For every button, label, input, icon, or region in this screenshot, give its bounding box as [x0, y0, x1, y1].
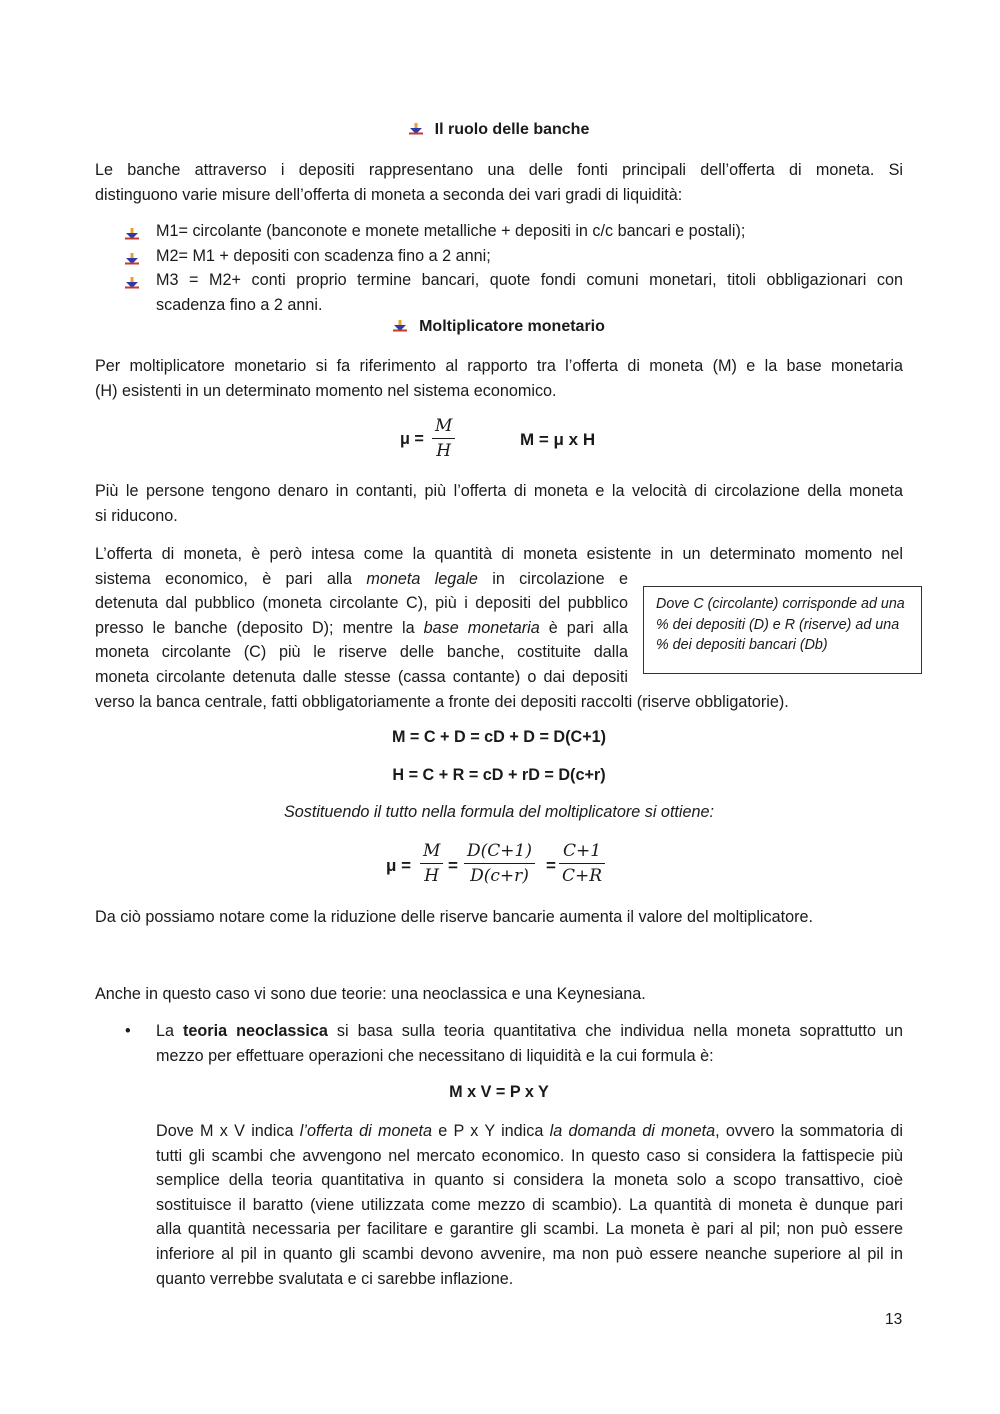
- section-heading-banche: [95, 121, 903, 140]
- formula-multiplier-expanded: [386, 838, 626, 894]
- text-line: verso la banca centrale, fatti obbligatoriamente a fronte dei depositi raccolti (riserve obbligatorie).: [95, 692, 789, 711]
- text-line: [156, 1019, 903, 1044]
- fraction-numerator: M: [420, 841, 443, 864]
- list-item-text: [156, 1019, 903, 1068]
- text-line: mezzo per effettuare operazioni che necessitano di liquidità e la cui formula è:: [156, 1046, 714, 1065]
- formula-multiplier: [400, 416, 720, 466]
- fraction-m-over-h: [420, 841, 443, 886]
- formula-rhs: M = μ x H: [520, 430, 596, 449]
- text-line: tutti gli scambi che avvengono nel mercato economico. In questo caso si considera la fattispecie più: [156, 1146, 903, 1165]
- text-line: detenuta dal pubblico (moneta circolante C), più i depositi del pubblico: [95, 594, 628, 613]
- page-number: 13: [885, 1311, 903, 1328]
- formula-lhs: μ =: [400, 430, 424, 448]
- paragraph-intro: [95, 158, 903, 207]
- text-line: distinguono varie misure dell’offerta di moneta a seconda dei vari gradi di liquidità:: [95, 185, 683, 204]
- text-span: Dove M x V indica: [156, 1122, 300, 1140]
- text-line: quanto verrebbe svalutata e ci sarebbe inflazione.: [156, 1269, 514, 1288]
- fraction-denominator: H: [436, 441, 452, 461]
- text-line: inferiore al pil in quanto gli scambi devono avvenire, ma non può essere neanche superiore al pil in: [156, 1244, 903, 1263]
- equals-sign: =: [546, 856, 556, 875]
- substitution-text: Sostituendo il tutto nella formula del moltiplicatore si ottiene:: [283, 803, 715, 821]
- text-line: L’offerta di moneta, è però intesa come la quantità di moneta esistente in un determinato momento nel: [95, 545, 903, 563]
- heading-text: Il ruolo delle banche: [434, 121, 590, 138]
- text-span: , ovvero la sommatoria di: [715, 1122, 904, 1140]
- italic-term: la domanda di moneta: [549, 1122, 716, 1140]
- paragraph-quantity-theory: [156, 1119, 903, 1291]
- equation-h: H = C + R = cD + rD = D(c+r): [392, 766, 606, 784]
- list-item-text: M2= M1 + depositi con scadenza fino a 2 anni;: [156, 247, 491, 265]
- italic-term: l’offerta di moneta: [299, 1122, 432, 1140]
- formula-lhs: μ =: [386, 856, 412, 875]
- text-line: Più le persone tengono denaro in contanti, più l’offerta di moneta e la velocità di circolazione della moneta: [95, 482, 903, 500]
- text-line: [156, 1119, 903, 1144]
- equation-quantity-theory: M x V = P x Y: [449, 1083, 549, 1101]
- paragraph-cash-holding: [95, 479, 903, 528]
- list-item-text: M1= circolante (banconote e monete metalliche + depositi in c/c bancari e postali);: [156, 222, 746, 240]
- text-line: sostituisce il baratto (viene utilizzata come mezzo di scambio). La quantità di moneta è dunque pari: [156, 1195, 903, 1214]
- text-span: presso le banche (deposito D); mentre la: [95, 618, 424, 637]
- fraction-numerator: C+1: [559, 841, 605, 864]
- arrow-bullet-icon: [393, 319, 407, 337]
- text-line: moneta circolante (C) più le riserve delle banche, costituite dalla: [95, 643, 628, 662]
- equals-sign: =: [448, 856, 458, 875]
- text-line: [95, 616, 628, 641]
- text-span: sistema economico, è pari alla: [95, 569, 367, 588]
- text-line: Le banche attraverso i depositi rappresentano una delle fonti principali dell’offerta di moneta. Si: [95, 161, 903, 179]
- arrow-bullet-icon: [125, 223, 139, 248]
- text-span: La: [156, 1022, 184, 1040]
- text-span: si basa sulla teoria quantitativa che individua nella moneta soprattutto un: [327, 1022, 903, 1040]
- text-line: alla quantità necessaria per facilitare e garantire gli scambi. La moneta è pari al pil; non può essere: [156, 1220, 903, 1239]
- fraction-denominator: D(c+r): [470, 866, 529, 886]
- text-span: e P x Y indica: [431, 1122, 550, 1140]
- bold-term: teoria neoclassica: [183, 1022, 328, 1040]
- text-line: M3 = M2+ conti proprio termine bancari, quote fondi comuni monetari, titoli obbligazionari con: [156, 271, 903, 289]
- paragraph-theories-intro: Anche in questo caso vi sono due teorie: una neoclassica e una Keynesiana.: [95, 985, 646, 1003]
- fraction-numerator: D(C+1): [464, 841, 535, 864]
- text-line: si riducono.: [95, 506, 178, 525]
- paragraph-definition: [95, 354, 903, 403]
- equation-m: M = C + D = cD + D = D(C+1): [391, 728, 607, 746]
- fraction-denominator: C+R: [562, 866, 603, 886]
- arrow-bullet-icon: [409, 122, 423, 140]
- fraction-denominator: H: [424, 866, 440, 886]
- note-box: Dove C (circolante) corrisponde ad una % dei depositi (D) e R (riserve) ad una % dei depositi bancari (Db): [643, 586, 922, 674]
- bullet-dot: •: [125, 1022, 131, 1040]
- italic-term: moneta legale: [366, 569, 478, 588]
- list-item-text: [156, 268, 903, 317]
- italic-term: base monetaria: [423, 618, 540, 637]
- fraction-m-over-h: [432, 416, 455, 461]
- paragraph-conclusion: Da ciò possiamo notare come la riduzione delle riserve bancarie aumenta il valore del moltiplicatore.: [95, 908, 814, 926]
- section-heading-moltiplicatore: [95, 318, 903, 337]
- text-line: moneta circolante detenuta dalle stesse (cassa contante) o dai depositi: [95, 667, 628, 686]
- text-line: (H) esistenti in un determinato momento nel sistema economico.: [95, 381, 557, 400]
- arrow-bullet-icon: [125, 272, 139, 297]
- heading-text: Moltiplicatore monetario: [419, 318, 605, 335]
- arrow-bullet-icon: [125, 248, 139, 273]
- text-span: è pari alla: [539, 618, 628, 637]
- text-line: [95, 567, 628, 592]
- fraction-simplified: [559, 841, 605, 886]
- text-line: scadenza fino a 2 anni.: [156, 295, 323, 314]
- fraction-expanded: [464, 841, 535, 886]
- text-line: Per moltiplicatore monetario si fa riferimento al rapporto tra l’offerta di moneta (M) e la base monetaria: [95, 357, 903, 375]
- text-line: semplice della teoria quantitativa in quanto si considera la moneta solo a scopo transattivo, cioè: [156, 1171, 903, 1190]
- text-span: in circolazione e: [477, 569, 628, 588]
- fraction-numerator: M: [432, 416, 455, 439]
